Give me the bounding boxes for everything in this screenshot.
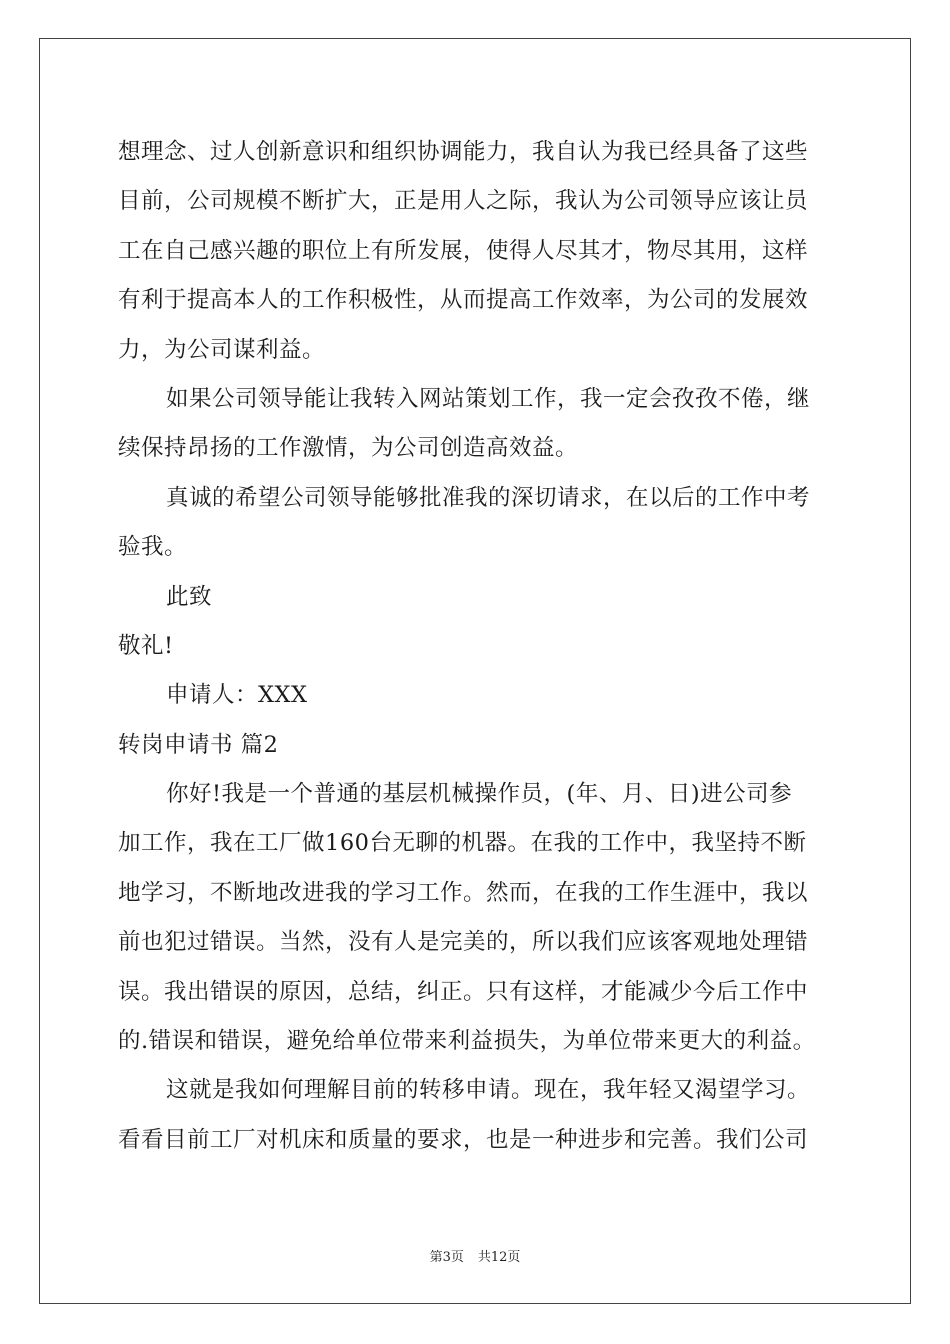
text-line: 目前，公司规模不断扩大，正是用人之际，我认为公司领导应该让员 [118,188,809,215]
text-line: 真诚的希望公司领导能够批准我的深切请求，在以后的工作中考 [166,484,811,511]
text-line: 看看目前工厂对机床和质量的要求，也是一种进步和完善。我们公司 [118,1126,809,1153]
text-line: 如果公司领导能让我转入网站策划工作，我一定会孜孜不倦，继 [166,385,811,412]
text-line: 此致 [166,583,213,610]
text-line: 的.错误和错误，避免给单位带来利益损失，为单位带来更大的利益。 [118,1028,816,1055]
text-line: 误。我出错误的原因，总结，纠正。只有这样，才能减少今后工作中 [118,978,809,1005]
text-line: 申请人：XXX [166,682,308,709]
text-line: 你好!我是一个普通的基层机械操作员，(年、月、日)进公司参 [166,781,793,808]
text-line: 前也犯过错误。当然，没有人是完美的，所以我们应该客观地处理错 [118,929,809,956]
page-number: 第3页 [429,1250,464,1265]
text-line: 敬礼! [118,632,174,659]
text-line: 加工作，我在工厂做160台无聊的机器。在我的工作中，我坚持不断 [118,830,807,857]
page-total: 共12页 [477,1250,521,1265]
text-line: 想理念、过人创新意识和组织协调能力，我自认为我已经具备了这些 [118,139,809,165]
document-body [118,128,838,1165]
text-line: 力，为公司谋利益。 [118,336,326,363]
text-line: 转岗申请书 篇2 [118,731,279,758]
text-line: 工在自己感兴趣的职位上有所发展，使得人尽其才，物尽其用，这样 [118,237,809,264]
page-footer [0,1246,950,1265]
text-line: 有利于提高本人的工作积极性，从而提高工作效率，为公司的发展效 [118,287,809,314]
text-line: 验我。 [118,534,188,561]
text-line: 地学习，不断地改进我的学习工作。然而，在我的工作生涯中，我以 [118,879,809,906]
text-line: 续保持昂扬的工作激情，为公司创造高效益。 [118,435,579,462]
text-line: 这就是我如何理解目前的转移申请。现在，我年轻又渴望学习。 [166,1077,811,1104]
